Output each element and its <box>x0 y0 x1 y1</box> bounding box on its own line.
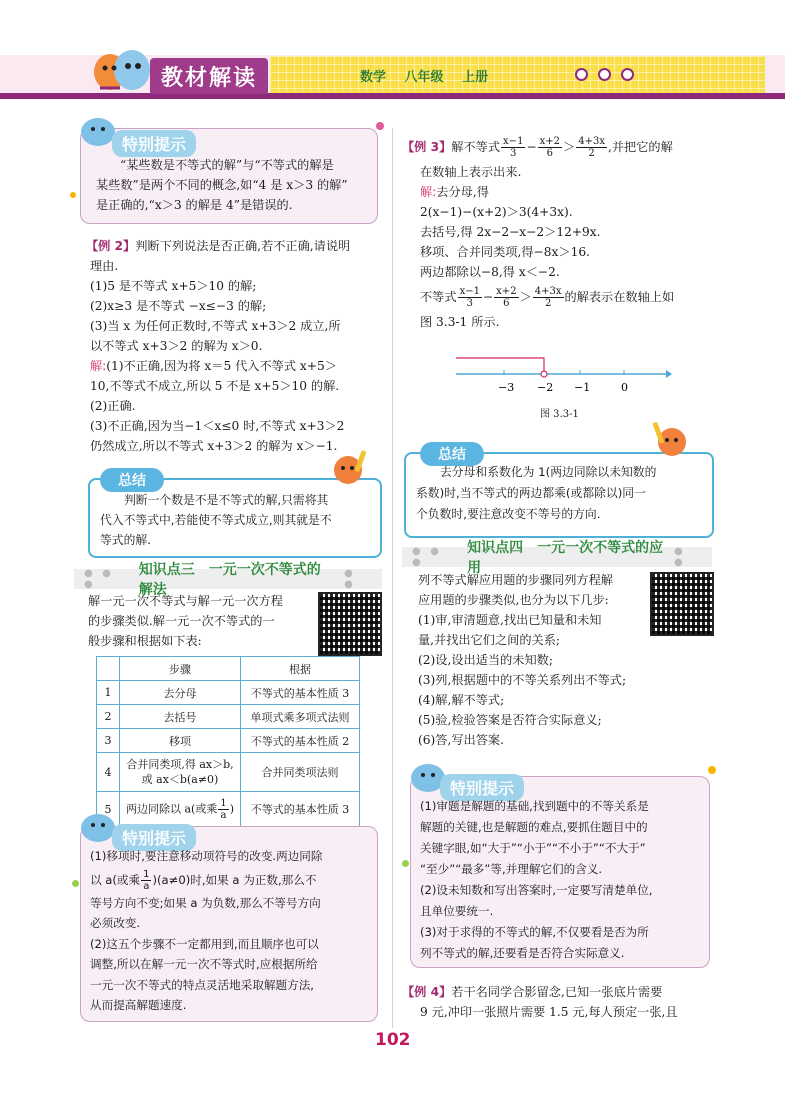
fraction-denominator: 2 <box>588 148 595 159</box>
kp4-title: 知识点四 一元一次不等式的应用 <box>467 540 664 576</box>
table-cell: 5 <box>97 792 120 827</box>
ex2-sol: 10,不等式不成立,所以 5 不是 x+5＞10 的解. <box>90 379 340 393</box>
kp3-text <box>88 591 324 651</box>
tick-label: −3 <box>498 381 515 394</box>
solution-range <box>456 358 544 374</box>
kp4-line: (3)列,根据题中的不等关系列出不等式; <box>418 673 627 687</box>
table-row <box>97 792 360 827</box>
table-row <box>97 705 360 729</box>
tip2-line: 等号方向不变;如果 a 为负数,那么不等号方向 <box>90 895 321 910</box>
kp4-title-bar: ● ● ● 知识点四 一元一次不等式的应用 ● ● <box>402 547 712 567</box>
fraction-denominator: 3 <box>510 148 517 159</box>
summary1-line: 判断一个数是不是不等式的解,只需将其 <box>124 493 329 507</box>
ex3-sol: 2(x−1)−(x+2)＞3(4+3x). <box>420 205 573 219</box>
ex2-item: (2)x≥3 是不等式 −x≤−3 的解; <box>90 299 267 313</box>
table-cell: 合并同类项法则 <box>241 753 360 792</box>
table-cell-text: 两边同除以 a(或乘 <box>125 802 218 815</box>
tip3-line: (2)设未知数和写出答案时,一定要写清楚单位, <box>420 883 653 897</box>
kp4-line: (2)设,设出适当的未知数; <box>418 653 553 667</box>
summary2-line: 个负数时,要注意改变不等号的方向. <box>416 507 601 521</box>
fraction <box>494 286 518 309</box>
ex2-q2: 理由. <box>90 259 119 273</box>
operator: ＞ <box>563 140 576 154</box>
tip1-line: “某些数是不等式的解”与“不等式的解是 <box>120 158 334 172</box>
fraction-numerator: 1 <box>143 868 150 880</box>
tip3-line: 解题的关键,也是解题的难点,要抓住题目中的 <box>420 820 648 834</box>
kp4-line: (1)审,审清题意,找出已知量和未知 <box>418 613 602 627</box>
tip2-line: 一元一次不等式的特点灵活地采取解题方法, <box>90 977 314 992</box>
table-cell <box>120 792 241 827</box>
tip3-line: (3)对于求得的不等式的解,不仅要看是否为所 <box>420 925 649 939</box>
mascot-icon <box>88 38 152 96</box>
kp3-line: 的步骤类似.解一元一次不等式的一 <box>88 614 275 628</box>
header-dot <box>598 68 611 81</box>
tip2-line: 从而提高解题速度. <box>90 998 187 1012</box>
kp3-title: 知识点三 一元一次不等式的解法 <box>138 562 321 598</box>
table-cell: 2 <box>97 705 120 729</box>
ex2-label: 【例 2】 <box>86 239 136 253</box>
deco-dot <box>708 766 716 774</box>
table-row <box>97 753 360 792</box>
ex3-label: 【例 3】 <box>402 140 452 154</box>
table-header: 根据 <box>241 657 360 681</box>
table-cell: 去括号 <box>120 705 241 729</box>
ex2-item: 以不等式 x+3＞2 的解为 x＞0. <box>90 339 263 353</box>
tip3-line: 列不等式的解,还要看是否符合实际意义. <box>420 946 625 960</box>
ex2-sol: (1)不正确,因为将 x＝5 代入不等式 x+5＞ <box>106 359 337 373</box>
header-volume: 上册 <box>462 70 489 85</box>
kp3-title-bar: ● ● ● 知识点三 一元一次不等式的解法 ● ● <box>74 569 382 589</box>
ex4-line: 9 元,冲印一张照片需要 1.5 元,每人预定一张,且 <box>420 1005 678 1019</box>
fraction <box>141 869 151 892</box>
arrow-icon <box>666 370 672 378</box>
fraction-denominator: a <box>143 880 150 892</box>
tip2-line: (1)移项时,要注意移动项符号的改变.两边同除 <box>90 849 323 863</box>
table-cell <box>120 753 241 792</box>
ex2-q1: 判断下列说法是否正确,若不正确,请说明 <box>135 239 351 253</box>
figure-caption: 图 3.3-1 <box>540 409 579 420</box>
tip1-title: 特别提示 <box>112 130 196 157</box>
fraction-denominator: 2 <box>544 298 552 309</box>
table-header-row <box>97 657 360 681</box>
table-cell-text: 合并同类项,得 ax＞b, <box>126 758 234 771</box>
fraction-denominator: 6 <box>546 148 554 159</box>
tip3-line: (1)审题是解题的基础,找到题中的不等关系是 <box>420 799 649 813</box>
table-cell: 去分母 <box>120 681 241 705</box>
example-2 <box>86 236 382 456</box>
deco-dot <box>70 192 76 198</box>
table-cell: 单项式乘多项式法则 <box>241 705 360 729</box>
ex2-sol-label: 解: <box>90 359 107 373</box>
table-cell: 4 <box>97 753 120 792</box>
page-number: 102 <box>375 1030 411 1050</box>
ex2-sol: (2)正确. <box>90 399 136 413</box>
tip2-title: 特别提示 <box>112 824 196 851</box>
tip2-line-head: 以 a(或乘 <box>90 872 141 887</box>
header-dot <box>575 68 588 81</box>
tick-label: −2 <box>537 381 554 394</box>
example-3 <box>402 132 714 332</box>
tip2-line: (a≠0)时,如果 a 为正数,那么不 <box>157 872 317 887</box>
table-cell: 不等式的基本性质 3 <box>241 681 360 705</box>
open-circle <box>541 371 547 377</box>
summary1-title: 总结 <box>100 468 164 492</box>
tip1-text <box>96 155 372 215</box>
table-cell: 移项 <box>120 729 241 753</box>
column-divider <box>392 128 393 1028</box>
kp4-line: 列不等式解应用题的步骤同列方程解 <box>418 573 613 587</box>
table-cell: 不等式的基本性质 3 <box>241 792 360 827</box>
tick-label: −1 <box>574 381 591 394</box>
table-row <box>97 681 360 705</box>
fraction <box>533 286 564 309</box>
kp4-line: (5)验,检验答案是否符合实际意义; <box>418 713 602 727</box>
summary2-text <box>416 462 706 525</box>
fraction <box>218 798 228 821</box>
fraction-numerator: x−1 <box>503 136 524 147</box>
fox-icon <box>652 418 694 460</box>
table-cell: 不等式的基本性质 2 <box>241 729 360 753</box>
deco-dot <box>376 122 384 130</box>
tip3-line: 且单位要统一. <box>420 904 494 918</box>
summary1-line: 代入不等式中,若能使不等式成立,则其就是不 <box>100 513 332 527</box>
ex3-sol: 两边都除以−8,得 x＜−2. <box>420 265 560 279</box>
kp4-line: (4)解,解不等式; <box>418 693 505 707</box>
summary2-line: 去分母和系数化为 1(两边同除以未知数的 <box>440 465 657 479</box>
kp4-text <box>418 570 714 750</box>
deco-dot <box>402 860 409 867</box>
ex4-label: 【例 4】 <box>402 985 452 999</box>
ex2-item: (1)5 是不等式 x+5＞10 的解; <box>90 279 257 293</box>
tip3-line: 关键字眼,如“大于”“小于”“不小于”“不大于” <box>420 841 646 855</box>
fraction-numerator: 1 <box>220 797 227 809</box>
fraction-denominator: a <box>220 809 227 821</box>
steps-table <box>96 656 360 827</box>
ex3-q2: 在数轴上表示出来. <box>420 165 522 179</box>
tip3-line: “至少”“最多”等,并理解它们的含义. <box>420 862 603 876</box>
tip3-title: 特别提示 <box>440 774 524 801</box>
fox-icon <box>328 446 370 488</box>
fraction <box>576 136 607 159</box>
tick-label: 0 <box>621 381 628 394</box>
header-title: 教材解读 <box>150 58 268 94</box>
fraction-numerator: x+2 <box>496 286 517 297</box>
ex3-sol: 去括号,得 2x−2−x−2＞12+9x. <box>420 225 601 239</box>
table-cell-text: 或 ax＜b(a≠0) <box>141 773 219 786</box>
tip1-line: 是正确的,“x＞3 的解是 4”是错误的. <box>96 198 293 212</box>
ex2-sol: 仍然成立,所以不等式 x+3＞2 的解为 x＞−1. <box>90 439 338 453</box>
ex2-sol: (3)不正确,因为当−1＜x≤0 时,不等式 x+3＞2 <box>90 419 345 433</box>
fraction-denominator: 3 <box>466 298 473 309</box>
kp4-line: (6)答,写出答案. <box>418 733 504 747</box>
table-header: 步骤 <box>120 657 241 681</box>
operator: − <box>482 290 494 304</box>
ex3-sol-label: 解: <box>420 185 437 199</box>
operator: − <box>526 140 537 154</box>
fraction <box>501 136 525 159</box>
tip2-line-close: ) <box>152 872 158 887</box>
table-cell-text: ) <box>229 802 235 815</box>
kp4-line: 量,并找出它们之间的关系; <box>418 633 561 647</box>
qr-code-icon <box>318 592 382 656</box>
fraction-numerator: 4+3x <box>534 286 562 297</box>
deco-dot <box>72 880 79 887</box>
kp4-line: 应用题的步骤类似,也分为以下几步: <box>418 593 609 607</box>
summary2-line: 系数)时,当不等式的两边都乘(或都除以)同一 <box>416 486 646 500</box>
header-grid <box>270 56 765 94</box>
summary1-text <box>100 490 372 550</box>
tip2-line: (2)这五个步骤不一定都用到,而且顺序也可以 <box>90 936 319 951</box>
example-4 <box>402 982 716 1022</box>
ex3-sol: 移项、合并同类项,得−8x＞16. <box>420 245 590 259</box>
ex3-q-tail: ,并把它的解 <box>607 140 673 154</box>
summary2-title: 总结 <box>420 442 484 466</box>
tip2-text <box>90 846 372 1016</box>
header-grade: 八年级 <box>404 70 444 85</box>
fraction-numerator: 4+3x <box>578 136 605 147</box>
ex3-last-tail: 的解表示在数轴上如 <box>564 290 675 304</box>
number-line <box>452 350 672 410</box>
fraction-denominator: 6 <box>503 298 510 309</box>
table-cell: 1 <box>97 681 120 705</box>
fraction <box>458 286 482 309</box>
table-row <box>97 729 360 753</box>
summary1-line: 等式的解. <box>100 533 151 547</box>
header-subtitle <box>360 66 502 85</box>
header-dot <box>621 68 634 81</box>
operator: ＞ <box>519 290 532 304</box>
ex3-last-head: 不等式 <box>420 290 457 304</box>
tip2-line: 必须改变. <box>90 916 141 930</box>
tip2-line: 调整,所以在解一元一次不等式时,应根据所给 <box>90 957 318 971</box>
header-subject: 数学 <box>360 70 387 85</box>
table-header <box>97 657 120 681</box>
ex4-line: 若干名同学合影留念,已知一张底片需要 <box>451 985 663 999</box>
fraction <box>538 136 562 159</box>
ex3-sol: 去分母,得 <box>436 185 489 199</box>
kp3-line: 般步骤和根据如下表: <box>88 634 202 648</box>
table-cell: 3 <box>97 729 120 753</box>
tip3-text <box>420 796 706 964</box>
ex2-item: (3)当 x 为任何正数时,不等式 x+3＞2 成立,所 <box>90 319 341 333</box>
fraction-numerator: x+2 <box>539 136 561 147</box>
ex3-last2: 图 3.3-1 所示. <box>420 315 500 329</box>
ex3-q-head: 解不等式 <box>451 140 501 154</box>
fraction-numerator: x−1 <box>459 286 480 297</box>
tip1-line: 某些数”是两个不同的概念,如“4 是 x＞3 的解” <box>96 178 348 192</box>
kp3-line: 解一元一次不等式与解一元一次方程 <box>88 594 283 608</box>
